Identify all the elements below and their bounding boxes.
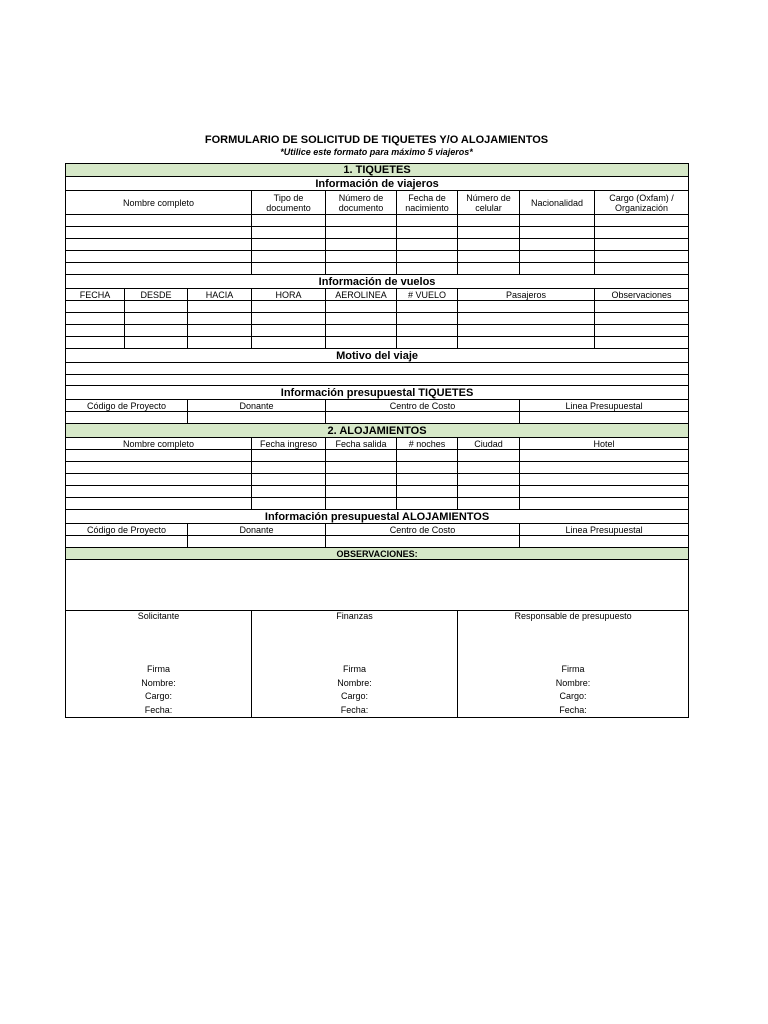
presupuesto-tiquetes-header-row — [66, 400, 689, 412]
input-cell[interactable] — [458, 337, 595, 349]
input-cell[interactable] — [458, 313, 595, 325]
input-cell[interactable] — [458, 251, 520, 263]
column-header: FECHA — [66, 289, 125, 301]
column-header: Centro de Costo — [326, 400, 520, 412]
input-cell[interactable] — [326, 215, 397, 227]
table-row — [66, 474, 689, 486]
signature-block-solicitante — [66, 611, 252, 718]
input-cell[interactable] — [458, 239, 520, 251]
input-cell[interactable] — [326, 227, 397, 239]
input-cell[interactable] — [125, 313, 188, 325]
input-cell[interactable] — [595, 301, 689, 313]
signature-field[interactable]: Cargo: — [559, 691, 587, 701]
input-cell[interactable] — [458, 227, 520, 239]
input-cell[interactable] — [458, 263, 520, 275]
motivo-viaje-title: Motivo del viaje — [66, 349, 689, 363]
table-row — [66, 325, 689, 337]
input-cell[interactable] — [66, 450, 252, 462]
input-cell[interactable] — [397, 251, 458, 263]
input-cell[interactable] — [458, 325, 595, 337]
input-cell[interactable] — [520, 251, 595, 263]
table-row — [66, 498, 689, 510]
column-header: Centro de Costo — [326, 524, 520, 536]
input-cell[interactable] — [252, 474, 326, 486]
vuelos-header-row — [66, 289, 689, 301]
input-cell[interactable] — [66, 313, 125, 325]
input-cell[interactable] — [66, 263, 252, 275]
column-header: HORA — [252, 289, 326, 301]
signature-heading: Responsable de presupuesto — [514, 611, 632, 621]
input-cell[interactable] — [397, 313, 458, 325]
form-subtitle: *Utilice este formato para máximo 5 viajeros* — [280, 147, 473, 157]
spacer-row — [66, 375, 689, 386]
input-cell[interactable] — [458, 462, 520, 474]
input-cell[interactable] — [252, 450, 326, 462]
input-cell[interactable] — [397, 450, 458, 462]
input-cell[interactable] — [458, 301, 595, 313]
observaciones-input[interactable] — [66, 560, 689, 611]
input-cell[interactable] — [326, 239, 397, 251]
input-cell[interactable] — [66, 337, 125, 349]
table-row — [66, 301, 689, 313]
table-row — [66, 412, 689, 424]
input-cell[interactable] — [326, 251, 397, 263]
input-cell[interactable] — [397, 301, 458, 313]
column-header: Número de celular — [458, 191, 520, 215]
column-header: Linea Presupuestal — [520, 524, 689, 536]
input-cell[interactable] — [520, 239, 595, 251]
input-cell[interactable] — [66, 325, 125, 337]
column-header: Tipo de documento — [252, 191, 326, 215]
signature-field[interactable]: Nombre: — [141, 677, 176, 688]
input-cell[interactable] — [397, 474, 458, 486]
vuelos-info-title: Información de vuelos — [66, 275, 689, 289]
input-cell[interactable] — [595, 313, 689, 325]
input-cell[interactable] — [125, 301, 188, 313]
signature-heading: Finanzas — [336, 611, 373, 621]
column-header: Pasajeros — [458, 289, 595, 301]
column-header: Fecha salida — [326, 438, 397, 450]
viajeros-info-title: Información de viajeros — [66, 177, 689, 191]
input-cell[interactable] — [520, 215, 595, 227]
column-header: Código de Proyecto — [66, 524, 188, 536]
input-cell[interactable] — [188, 412, 326, 424]
input-cell[interactable] — [595, 337, 689, 349]
column-header: Fecha de nacimiento — [397, 191, 458, 215]
input-cell[interactable] — [326, 301, 397, 313]
input-cell[interactable] — [66, 498, 252, 510]
input-cell[interactable] — [326, 474, 397, 486]
table-row — [66, 263, 689, 275]
signature-heading: Solicitante — [137, 611, 180, 621]
input-cell[interactable] — [397, 227, 458, 239]
input-cell[interactable] — [252, 337, 326, 349]
input-cell[interactable] — [125, 337, 188, 349]
table-row — [66, 227, 689, 239]
column-header: Fecha ingreso — [252, 438, 326, 450]
input-cell[interactable] — [595, 325, 689, 337]
input-cell[interactable] — [188, 337, 252, 349]
input-cell[interactable] — [520, 450, 689, 462]
table-row — [66, 215, 689, 227]
input-cell[interactable] — [66, 486, 252, 498]
input-cell[interactable] — [520, 498, 689, 510]
table-row — [66, 536, 689, 548]
signature-field[interactable]: Nombre: — [337, 677, 372, 688]
input-cell[interactable] — [252, 215, 326, 227]
input-cell[interactable] — [66, 215, 252, 227]
table-row — [66, 337, 689, 349]
section-tiquetes-header: 1. TIQUETES — [66, 164, 689, 177]
signature-block-responsable — [458, 611, 689, 718]
input-cell[interactable] — [252, 498, 326, 510]
input-cell[interactable] — [66, 462, 252, 474]
input-cell[interactable] — [252, 227, 326, 239]
input-cell[interactable] — [520, 412, 689, 424]
signature-field[interactable]: Firma — [561, 664, 585, 674]
signature-field[interactable]: Firma — [343, 664, 366, 674]
column-header: Código de Proyecto — [66, 400, 188, 412]
column-header: Nombre completo — [66, 438, 252, 450]
input-cell[interactable] — [458, 498, 520, 510]
input-cell[interactable] — [252, 301, 326, 313]
motivo-viaje-input[interactable] — [66, 363, 689, 375]
signature-field[interactable]: Cargo: — [340, 691, 368, 701]
input-cell[interactable] — [326, 462, 397, 474]
column-header: # noches — [397, 438, 458, 450]
column-header: # VUELO — [397, 289, 458, 301]
input-cell[interactable] — [458, 486, 520, 498]
input-cell[interactable] — [326, 337, 397, 349]
input-cell[interactable] — [458, 215, 520, 227]
signature-field[interactable]: Fecha: — [340, 704, 369, 715]
input-cell[interactable] — [326, 325, 397, 337]
input-cell[interactable] — [326, 498, 397, 510]
column-header: Ciudad — [458, 438, 520, 450]
input-cell[interactable] — [66, 301, 125, 313]
input-cell[interactable] — [520, 227, 595, 239]
input-cell[interactable] — [458, 474, 520, 486]
input-cell[interactable] — [520, 462, 689, 474]
input-cell[interactable] — [188, 301, 252, 313]
input-cell[interactable] — [66, 251, 252, 263]
input-cell[interactable] — [397, 239, 458, 251]
alojamientos-header-row — [66, 438, 689, 450]
input-cell[interactable] — [252, 325, 326, 337]
input-cell[interactable] — [520, 263, 595, 275]
input-cell[interactable] — [252, 462, 326, 474]
input-cell[interactable] — [326, 412, 520, 424]
input-cell[interactable] — [326, 450, 397, 462]
signature-row — [66, 611, 689, 718]
column-header: Cargo (Oxfam) / Organización — [595, 191, 689, 215]
viajeros-header-row — [66, 191, 689, 215]
column-header: Linea Presupuestal — [520, 400, 689, 412]
signature-field[interactable]: Fecha: — [559, 704, 587, 715]
column-header: DESDE — [125, 289, 188, 301]
signature-field[interactable]: Firma — [147, 664, 170, 674]
section-alojamientos-header: 2. ALOJAMIENTOS — [66, 424, 689, 438]
column-header: HACIA — [188, 289, 252, 301]
signature-field[interactable]: Fecha: — [144, 704, 173, 715]
table-row — [66, 486, 689, 498]
input-cell[interactable] — [595, 227, 689, 239]
signature-field[interactable]: Nombre: — [555, 677, 591, 688]
input-cell[interactable] — [66, 536, 188, 548]
input-cell[interactable] — [397, 325, 458, 337]
presupuesto-tiquetes-title: Información presupuestal TIQUETES — [66, 386, 689, 400]
table-row — [66, 313, 689, 325]
column-header: Donante — [188, 524, 326, 536]
input-cell[interactable] — [520, 536, 689, 548]
input-cell[interactable] — [252, 263, 326, 275]
input-cell[interactable] — [326, 263, 397, 275]
column-header: Nombre completo — [66, 191, 252, 215]
input-cell[interactable] — [397, 498, 458, 510]
input-cell[interactable] — [326, 313, 397, 325]
table-row — [66, 239, 689, 251]
input-cell[interactable] — [397, 263, 458, 275]
column-header: AEROLINEA — [326, 289, 397, 301]
input-cell[interactable] — [520, 486, 689, 498]
presupuesto-alojamientos-title: Información presupuestal ALOJAMIENTOS — [66, 510, 689, 524]
signature-block-finanzas — [252, 611, 458, 718]
input-cell[interactable] — [252, 239, 326, 251]
input-cell[interactable] — [326, 486, 397, 498]
request-form-table — [65, 163, 689, 718]
column-header: Observaciones — [595, 289, 689, 301]
input-cell[interactable] — [397, 337, 458, 349]
input-cell[interactable] — [520, 474, 689, 486]
input-cell[interactable] — [125, 325, 188, 337]
signature-field[interactable]: Cargo: — [144, 691, 172, 701]
table-row — [66, 251, 689, 263]
input-cell[interactable] — [397, 486, 458, 498]
input-cell[interactable] — [252, 486, 326, 498]
column-header: Número de documento — [326, 191, 397, 215]
input-cell[interactable] — [252, 313, 326, 325]
column-header: Hotel — [520, 438, 689, 450]
input-cell[interactable] — [188, 325, 252, 337]
input-cell[interactable] — [397, 215, 458, 227]
input-cell[interactable] — [326, 536, 520, 548]
input-cell[interactable] — [397, 462, 458, 474]
input-cell[interactable] — [595, 215, 689, 227]
input-cell[interactable] — [66, 412, 188, 424]
input-cell[interactable] — [188, 536, 326, 548]
table-row — [66, 450, 689, 462]
input-cell[interactable] — [188, 313, 252, 325]
column-header: Nacionalidad — [520, 191, 595, 215]
input-cell[interactable] — [595, 251, 689, 263]
input-cell[interactable] — [66, 474, 252, 486]
observaciones-header: OBSERVACIONES: — [66, 548, 689, 560]
presupuesto-alojamientos-header-row — [66, 524, 689, 536]
input-cell[interactable] — [595, 239, 689, 251]
form-title: FORMULARIO DE SOLICITUD DE TIQUETES Y/O ALOJAMIENTOS — [204, 134, 549, 146]
column-header: Donante — [188, 400, 326, 412]
table-row — [66, 462, 689, 474]
input-cell[interactable] — [458, 450, 520, 462]
input-cell[interactable] — [66, 239, 252, 251]
input-cell[interactable] — [66, 227, 252, 239]
input-cell[interactable] — [252, 251, 326, 263]
input-cell[interactable] — [595, 263, 689, 275]
